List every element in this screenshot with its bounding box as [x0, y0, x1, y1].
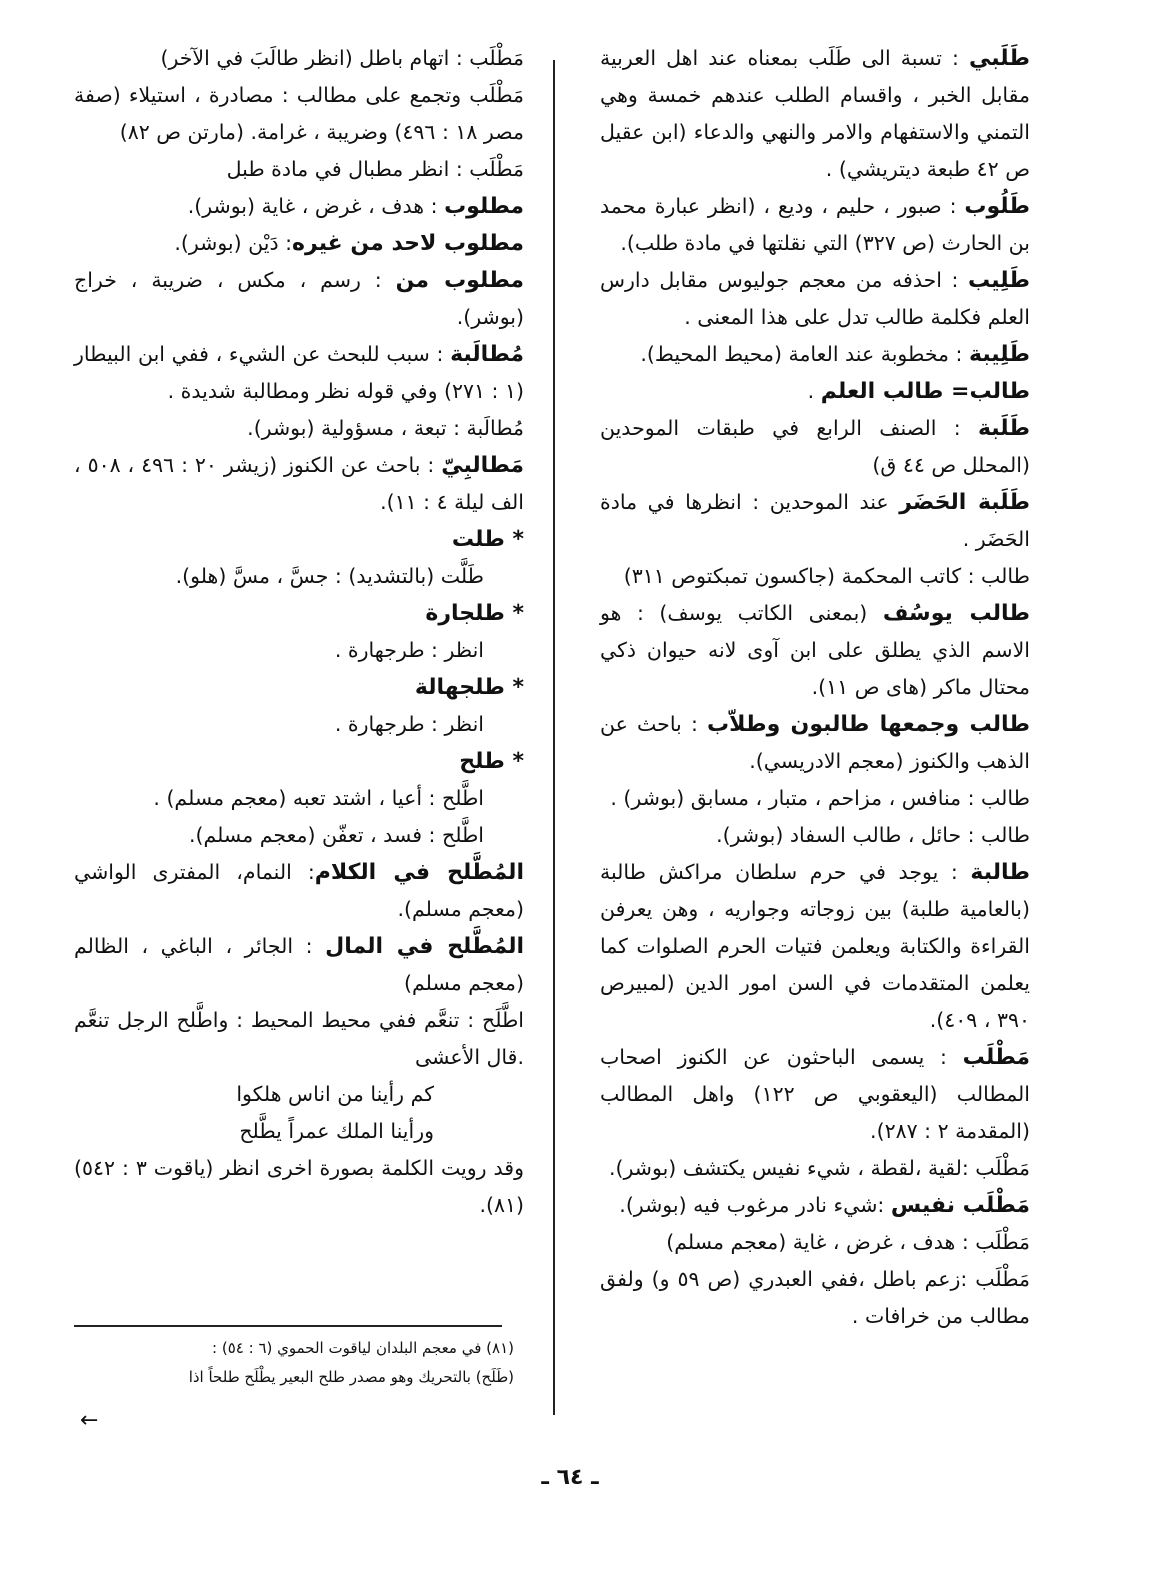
entry-definition: طالب : منافس ، مزاحم ، متبار ، مسابق (بوشر) .	[610, 786, 1030, 810]
entry-headword: طَلِيب	[968, 268, 1030, 293]
entry-definition: اطَّلَح : تنعَّم ففي محيط المحيط : واطَّلح الرجل تنعَّم .قال الأعشى	[74, 1008, 524, 1069]
dictionary-entry	[74, 336, 524, 410]
entry-definition: .	[807, 379, 821, 403]
entry-definition: : احذفه من معجم جوليوس مقابل دارس العلم فكلمة طالب تدل على هذا المعنى .	[600, 268, 1030, 329]
entry-headword: المُطَّلح في المال	[325, 934, 525, 959]
entry-definition: طالب : حائل ، طالب السفاد (بوشر).	[716, 823, 1030, 847]
entry-headword: مطلوب لاحد من غيره	[292, 231, 524, 256]
footnote-rule	[74, 1325, 502, 1327]
entry-headword: طَلَبي	[969, 46, 1030, 71]
entry-headword: مَطْلَب	[962, 1045, 1030, 1070]
dictionary-entry	[600, 854, 1030, 1039]
entry-definition: : يسمى الباحثون عن الكنوز اصحاب المطالب (اليعقوبي ص ١٢٢) واهل المطالب (المقدمة ٢ : ٢٨٧).	[600, 1045, 1030, 1143]
entry-definition: مَطْلَب :لقية ،لقطة ، شيء نفيس يكتشف (بوشر).	[608, 1156, 1030, 1180]
dictionary-entry	[600, 780, 1030, 817]
entry-definition: وقد رويت الكلمة بصورة اخرى انظر (ياقوت ٣ : ٥٤٢)(٨١).	[74, 1156, 524, 1217]
root-heading: * طلت	[451, 527, 524, 552]
dictionary-entry	[600, 1039, 1030, 1150]
dictionary-entry	[600, 558, 1030, 595]
dictionary-entry	[600, 410, 1030, 484]
entry-definition: عند الموحدين : انظرها في مادة الحَضَر .	[600, 490, 1030, 551]
entry-definition: اطَّلح : أعيا ، اشتد تعبه (معجم مسلم) .	[153, 786, 484, 810]
dictionary-entry	[600, 188, 1030, 262]
entry-headword: مَطالبِيّ	[441, 453, 524, 478]
entry-definition: :شيء نادر مرغوب فيه (بوشر).	[619, 1193, 891, 1217]
dictionary-entry	[74, 447, 524, 521]
entry-definition: : الصنف الرابع في طبقات الموحدين (المحلل ص ٤٤ ق)	[600, 416, 1030, 477]
dictionary-entry	[600, 40, 1030, 188]
entry-definition: (بمعنى الكاتب يوسف) : هو الاسم الذي يطلق على ابن آوى لانه حيوان ذكي محتال ماكر (هاى ص ١١).	[600, 601, 1030, 699]
entry-headword: طالبة	[970, 860, 1030, 885]
dictionary-entry	[600, 262, 1030, 336]
dictionary-entry	[74, 410, 524, 447]
entry-definition: مُطالَبة : تبعة ، مسؤولية (بوشر).	[247, 416, 524, 440]
entry-definition: : رسم ، مكس ، ضريبة ، خراج (بوشر).	[74, 268, 524, 329]
entry-definition: : صبور ، حليم ، وديع ، (انظر عبارة محمد بن الحارث (ص ٣٢٧) التي نقلتها في مادة طلب).	[600, 194, 1030, 255]
dictionary-entry	[600, 595, 1030, 706]
entry-definition: اطَّلح : فسد ، تعفّن (معجم مسلم).	[188, 823, 484, 847]
left-column	[74, 40, 524, 1224]
dictionary-entry	[74, 151, 524, 188]
entry-definition: : الجائر ، الباغي ، الظالم (معجم مسلم)	[74, 934, 524, 995]
entry-definition: مَطْلَب وتجمع على مطالب : مصادرة ، استيلاء (صفة مصر ١٨ : ٤٩٦) وضريبة ، غرامة. (مارتن ص ٨٢)	[74, 83, 524, 144]
entry-definition: : يوجد في حرم سلطان مراكش طالبة (بالعامية طلبة) بين زوجاته وجواريه ، وهن يعرفن القراءة والكتابة ويعلمن فتيات الحرم الصلوات كما يعلمن المتقدمات في السن امور الدين (لمبيرص ٣٩٠ ، ٤٠٩).	[600, 860, 1030, 1032]
entry-definition: طالب : كاتب المحكمة (جاكسون تمبكتوص ٣١١)	[623, 564, 1030, 588]
dictionary-entry	[74, 1002, 524, 1076]
continuation-arrow-icon: ←	[80, 1408, 99, 1433]
dictionary-entry	[600, 817, 1030, 854]
entry-headword: طالب= طالب العلم	[820, 379, 1030, 404]
entry-definition: مَطْلَب : اتهام باطل (انظر طالَبَ في الآخر)	[160, 46, 524, 70]
footnotes	[74, 1334, 514, 1392]
dictionary-entry	[74, 780, 524, 817]
root-heading: * طلح	[459, 749, 524, 774]
entry-definition: : سبب للبحث عن الشيء ، ففي ابن البيطار (١ : ٢٧١) وفي قوله نظر ومطالبة شديدة .	[74, 342, 524, 403]
right-column	[600, 40, 1030, 1335]
dictionary-entry	[74, 40, 524, 77]
dictionary-entry	[74, 817, 524, 854]
entry-definition: مَطْلَب : هدف ، غرض ، غاية (معجم مسلم)	[666, 1230, 1030, 1254]
entry-definition: : مخطوبة عند العامة (محيط المحيط).	[640, 342, 969, 366]
entry-definition: : دَيْن (بوشر).	[174, 231, 293, 255]
root-heading: * طلجهالة	[414, 675, 524, 700]
dictionary-entry	[600, 1224, 1030, 1261]
dictionary-entry	[74, 632, 524, 669]
dictionary-entry	[600, 373, 1030, 410]
entry-headword: طَلِيبة	[968, 342, 1030, 367]
dictionary-entry	[74, 1150, 524, 1224]
entry-headword: طَلُوب	[964, 194, 1030, 219]
dictionary-entry	[74, 225, 524, 262]
entry-definition: : هدف ، غرض ، غاية (بوشر).	[187, 194, 445, 218]
entry-definition: : باحث عن الذهب والكنوز (معجم الادريسي).	[600, 712, 1030, 773]
column-divider	[553, 60, 555, 1415]
entry-definition: : باحث عن الكنوز (زيشر ٢٠ : ٤٩٦ ، ٥٠٨ ، الف ليلة ٤ : ١١).	[74, 453, 524, 514]
dictionary-entry	[74, 188, 524, 225]
dictionary-entry	[600, 1187, 1030, 1224]
entry-definition: انظر : طرجهارة .	[334, 712, 484, 736]
dictionary-entry	[600, 706, 1030, 780]
entry-headword: طَلَبة الحَضَر	[899, 490, 1030, 515]
dictionary-entry	[74, 854, 524, 928]
entry-headword: مَطْلَب نفيس	[890, 1193, 1030, 1218]
root-heading: * طلجارة	[425, 601, 524, 626]
dictionary-entry	[74, 77, 524, 151]
dictionary-entry	[600, 1261, 1030, 1335]
page-number: ـ ٦٤ ـ	[541, 1465, 599, 1490]
entry-definition: : النمام، المفترى الواشي (معجم مسلم).	[74, 860, 524, 921]
entry-definition: : تسبة الى طَلَب بمعناه عند اهل العربية مقابل الخبر ، واقسام الطلب عندهم خمسة وهي التمني والاستفهام والامر والنهي والدعاء (ابن عقيل ص ٤٢ طبعة ديتريشي) .	[600, 46, 1030, 181]
dictionary-entry	[74, 558, 524, 595]
entry-definition: مَطْلَب :زعم باطل ،ففي العبدري (ص ٥٩ و) ولفق مطالب من خرافات .	[600, 1267, 1030, 1328]
entry-headword: طالب وجمعها طالبون وطلاّب	[707, 712, 1031, 737]
dictionary-entry	[600, 336, 1030, 373]
entry-headword: مطلوب	[444, 194, 524, 219]
entry-headword: طَلَبة	[977, 416, 1030, 441]
entry-headword: مُطالَبة	[450, 342, 524, 367]
entry-headword: طالب يوسُف	[882, 601, 1030, 626]
dictionary-entry	[74, 706, 524, 743]
poem-verse: كم رأينا من اناس هلكوا	[236, 1082, 434, 1106]
entry-headword: المُطَّلح في الكلام	[314, 860, 524, 885]
dictionary-entry	[74, 928, 524, 1002]
footnote-line: (طَلَح) بالتحريك وهو مصدر طلح البعير يطْلَح طلحاً اذا	[188, 1368, 514, 1386]
dictionary-entry	[74, 262, 524, 336]
dictionary-entry	[600, 1150, 1030, 1187]
entry-definition: انظر : طرجهارة .	[334, 638, 484, 662]
entry-definition: مَطْلَب : انظر مطبال في مادة طبل	[226, 157, 524, 181]
footnote-line: (٨١) في معجم البلدان لياقوت الحموي (٦ : ٥٤) :	[212, 1339, 514, 1357]
entry-definition: طَلَّت (بالتشديد) : جسَّ ، مسَّ (هلو).	[175, 564, 484, 588]
entry-headword: مطلوب من	[395, 268, 525, 293]
dictionary-entry	[600, 484, 1030, 558]
poem-verse: ورأينا الملك عمراً يطَّلح	[239, 1119, 434, 1143]
